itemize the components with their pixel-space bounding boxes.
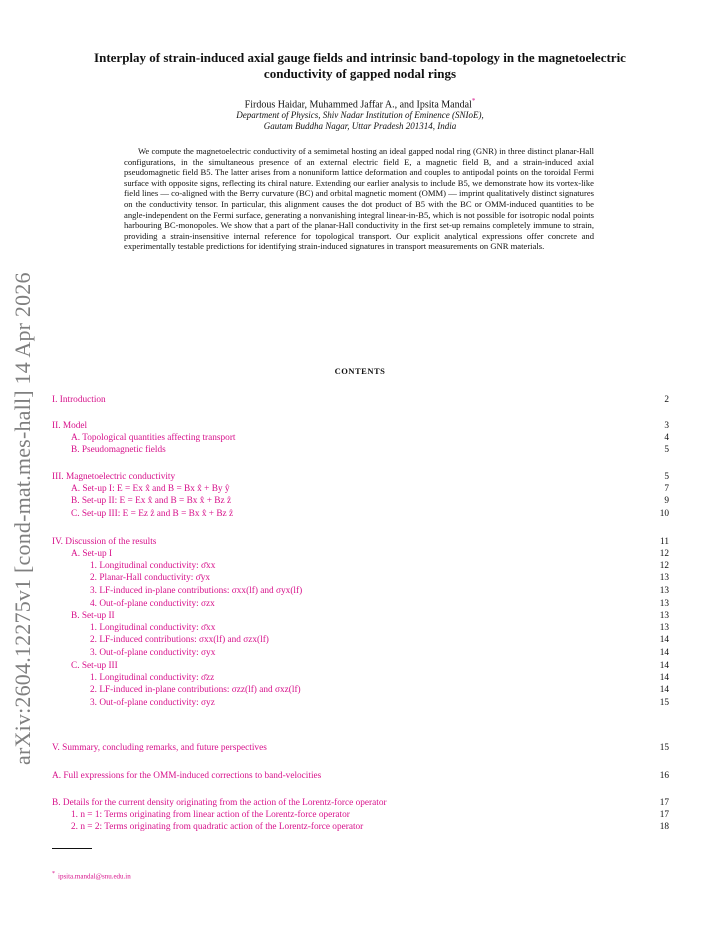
toc-entry[interactable]: [52, 472, 669, 484]
toc-entry-title[interactable]: Topological quantities affecting transport: [82, 433, 236, 443]
affiliation-line-2: Gautam Buddha Nagar, Uttar Pradesh 201314, India: [263, 121, 457, 131]
toc-entry[interactable]: [52, 798, 669, 810]
footnote-rule: [52, 848, 92, 849]
author-footnote-marker[interactable]: *: [471, 97, 476, 105]
toc-entry-page: 12: [659, 561, 669, 571]
toc-entry-number[interactable]: 1.: [90, 623, 97, 633]
toc-entry-number[interactable]: 1.: [71, 810, 78, 820]
toc-entry-page: 13: [659, 623, 669, 633]
toc-entry-page: 13: [659, 599, 669, 609]
toc-entry[interactable]: [52, 648, 669, 660]
toc-entry[interactable]: [52, 698, 669, 710]
toc-entry-title[interactable]: Full expressions for the OMM-induced corrections to band-velocities: [63, 771, 322, 781]
toc-entry-number[interactable]: C.: [71, 509, 80, 519]
footnote-email-link[interactable]: ipsita.mandal@snu.edu.in: [58, 872, 131, 881]
toc-entry-number[interactable]: A.: [71, 433, 81, 443]
toc-entry-page: 17: [659, 810, 669, 820]
toc-entry-title[interactable]: Discussion of the results: [65, 537, 157, 547]
toc-entry-number[interactable]: 3.: [90, 648, 97, 658]
toc-entry-label[interactable]: [90, 698, 215, 708]
toc-entry-number[interactable]: 2.: [90, 635, 97, 645]
toc-entry[interactable]: [52, 537, 669, 549]
toc-entry-number[interactable]: 1.: [90, 673, 97, 683]
toc-entry-number[interactable]: A.: [52, 771, 62, 781]
toc-entry-page: 5: [664, 445, 669, 455]
toc-entry-page: 16: [659, 771, 669, 781]
toc-entry[interactable]: [52, 484, 669, 496]
toc-entry-title[interactable]: Set-up I: [82, 549, 113, 559]
toc-entry[interactable]: [52, 611, 669, 623]
toc-entry-number[interactable]: C.: [71, 661, 80, 671]
toc-entry-label[interactable]: [90, 586, 302, 596]
toc-entry-number[interactable]: V.: [52, 743, 60, 753]
toc-entry[interactable]: [52, 573, 669, 585]
toc-entry-number[interactable]: 3.: [90, 586, 97, 596]
toc-entry-label[interactable]: [90, 685, 301, 695]
contents-heading: CONTENTS: [334, 366, 386, 376]
toc-entry-page: 7: [664, 484, 669, 494]
toc-entry[interactable]: [52, 395, 669, 407]
toc-entry[interactable]: [52, 810, 669, 822]
toc-entry-label[interactable]: [52, 537, 156, 547]
toc-entry-title[interactable]: Details for the current density originating from the action of the Lorentz-force operator: [62, 798, 387, 808]
toc-entry[interactable]: [52, 822, 669, 834]
toc-entry-title[interactable]: Magnetoelectric conductivity: [65, 472, 176, 482]
toc-entry-label[interactable]: [71, 810, 350, 820]
toc-entry[interactable]: [52, 509, 669, 521]
arxiv-stamp: [10, 272, 35, 766]
toc-entry-label[interactable]: [71, 445, 166, 455]
abstract: [124, 146, 594, 252]
toc-entry[interactable]: [52, 743, 669, 755]
toc-entry-number[interactable]: B.: [71, 445, 80, 455]
toc-entry-label[interactable]: [90, 573, 210, 583]
toc-entry[interactable]: [52, 599, 669, 611]
toc-entry-label[interactable]: [52, 771, 321, 781]
toc-entry[interactable]: [52, 421, 669, 433]
toc-entry-title[interactable]: Set-up III: [81, 661, 118, 671]
toc-entry-label[interactable]: [52, 743, 267, 753]
toc-entry-label[interactable]: [71, 549, 112, 559]
toc-entry-page: 4: [664, 433, 669, 443]
toc-entry-page: 11: [660, 537, 669, 547]
toc-entry-title[interactable]: Out-of-plane conductivity: σyx: [99, 648, 216, 658]
toc-entry-page: 14: [659, 635, 669, 645]
toc-entry-number[interactable]: 3.: [90, 698, 97, 708]
toc-entry[interactable]: [52, 661, 669, 673]
toc-entry[interactable]: [52, 445, 669, 457]
footnote: [52, 871, 131, 880]
toc-entry-label[interactable]: [90, 635, 269, 645]
toc-entry-page: 15: [659, 698, 669, 708]
toc-entry-title[interactable]: Planar-Hall conductivity: σ̄yx: [99, 573, 210, 583]
paper-title: Interplay of strain-induced axial gauge fields and intrinsic band-topology in the magnetoelectric conductivity of gapped nodal rings: [94, 50, 626, 81]
toc-entry-number[interactable]: III.: [52, 472, 64, 482]
toc-entry[interactable]: [52, 673, 669, 685]
toc-entry-title[interactable]: LF-induced in-plane contributions: σxx(lf) and σyx(lf): [99, 586, 303, 596]
toc-entry[interactable]: [52, 586, 669, 598]
toc-entry-page: 2: [664, 395, 669, 405]
toc-entry-number[interactable]: B.: [71, 611, 80, 621]
toc-entry-label[interactable]: [52, 421, 87, 431]
toc-entry-page: 12: [659, 549, 669, 559]
toc-entry-title[interactable]: LF-induced in-plane contributions: σzz(lf) and σxz(lf): [99, 685, 301, 695]
toc-entry-page: 9: [664, 496, 669, 506]
abstract-text: We compute the magnetoelectric conductivity of a semimetal hosting an ideal gapped nodal ring (GNR) in three distinct planar-Hall configurations, in the simultaneous presence of an external electric field E, a magnetic field B, and a strain-induced axial pseudomagnetic field B5. The latter arises from a nonuniform lattice deformation and couples to antipodal points on the toroidal Fermi surface with opposite signs, reflecting its chiral nature. Extending our earlier analysis to include B5, we demonstrate how its vortex-like field lines — co-aligned with the Berry curvature (BC) and orbital magnetic moment (OMM) — imprint qualitatively distinct signatures on the conductivity tensor. In particular, this alignment causes the dot product of B5 with the BC or OMM-induced quantities to be angle-independent on the Fermi surface, generating a nonvanishing integral linear-in-B5, which is not possible for isotropic nodal points harbouring BC-monopoles. We show that a part of the planar-Hall conductivity in the first set-up remains completely immune to strain, providing a strain-insensitive internal reference for topological transport. Our explicit analytical expressions offer concrete and experimentally testable predictions for identifying strain-induced signatures in transport measurements on GNR materials.: [124, 146, 594, 252]
toc-entry-label[interactable]: [71, 661, 118, 671]
toc-entry-label[interactable]: [90, 599, 215, 609]
toc-entry-number[interactable]: 2.: [71, 822, 78, 832]
toc-entry-number[interactable]: 1.: [90, 561, 97, 571]
toc-entry-number[interactable]: A.: [71, 484, 81, 494]
toc-entry-label[interactable]: [52, 395, 106, 405]
toc-entry-label[interactable]: [52, 472, 175, 482]
toc-entry-title[interactable]: LF-induced contributions: σxx(lf) and σzx(lf): [99, 635, 269, 645]
toc-entry-title[interactable]: Set-up III: E = Ez ẑ and B = Bx x̂ + Bz ẑ: [81, 509, 234, 519]
toc-entry-title[interactable]: n = 2: Terms originating from quadratic action of the Lorentz-force operator: [80, 822, 364, 832]
toc-entry-title[interactable]: Model: [62, 421, 88, 431]
toc-entry-number[interactable]: B.: [52, 798, 61, 808]
toc-entry-page: 13: [659, 586, 669, 596]
toc-entry-page: 3: [664, 421, 669, 431]
toc-entry-page: 14: [659, 685, 669, 695]
toc-entry-title[interactable]: n = 1: Terms originating from linear action of the Lorentz-force operator: [80, 810, 350, 820]
toc-entry-label[interactable]: [71, 484, 230, 494]
toc-entry-label[interactable]: [71, 822, 363, 832]
toc-entry[interactable]: [52, 685, 669, 697]
toc-entry-page: 18: [659, 822, 669, 832]
toc-entry-title[interactable]: Pseudomagnetic fields: [81, 445, 166, 455]
toc-entry-number[interactable]: II.: [52, 421, 61, 431]
toc-entry-label[interactable]: [71, 509, 233, 519]
toc-entry-label[interactable]: [71, 611, 115, 621]
toc-entry-page: 14: [659, 673, 669, 683]
toc-entry-title[interactable]: Out-of-plane conductivity: σyz: [99, 698, 215, 708]
affiliation-line-1: Department of Physics, Shiv Nadar Institution of Eminence (SNIoE),: [236, 110, 484, 120]
toc-entry-number[interactable]: B.: [71, 496, 80, 506]
author-names: Firdous Haidar, Muhammed Jaffar A., and Ipsita Mandal: [244, 99, 472, 111]
toc-entry-page: 13: [659, 611, 669, 621]
toc-entry-label[interactable]: [90, 561, 215, 571]
toc-entry-label[interactable]: [90, 673, 214, 683]
toc-entry-number[interactable]: IV.: [52, 537, 63, 547]
toc-entry-page: 17: [659, 798, 669, 808]
toc-entry-page: 5: [664, 472, 669, 482]
toc-entry-title[interactable]: Set-up I: E = Ex x̂ and B = Bx x̂ + By ŷ: [82, 484, 230, 494]
toc-entry-label[interactable]: [71, 496, 231, 506]
toc-entry-number[interactable]: 4.: [90, 599, 97, 609]
toc-entry-title[interactable]: Set-up II: [81, 611, 115, 621]
toc-entry-title[interactable]: Introduction: [59, 395, 106, 405]
affiliation: [0, 110, 720, 132]
toc-entry-title[interactable]: Longitudinal conductivity: σ̄xx: [99, 623, 216, 633]
toc-entry[interactable]: [52, 549, 669, 561]
toc-entry-page: 10: [659, 509, 669, 519]
toc-entry-label[interactable]: [90, 623, 215, 633]
toc-entry-title[interactable]: Out-of-plane conductivity: σzx: [99, 599, 215, 609]
toc-entry-label[interactable]: [71, 433, 236, 443]
toc-entry-number[interactable]: A.: [71, 549, 81, 559]
toc-entry-title[interactable]: Longitudinal conductivity: σ̄zz: [99, 673, 215, 683]
arxiv-stamp-text: arXiv:2604.12275v1 [cond-mat.mes-hall] 14 Apr 2026: [10, 272, 35, 765]
toc-entry-page: 15: [659, 743, 669, 753]
toc-entry-page: 14: [659, 648, 669, 658]
toc-entry[interactable]: [52, 496, 669, 508]
toc-entry[interactable]: [52, 771, 669, 783]
toc-entry-number[interactable]: 2.: [90, 685, 97, 695]
toc-entry-title[interactable]: Longitudinal conductivity: σ̄xx: [99, 561, 216, 571]
toc-entry[interactable]: [52, 635, 669, 647]
toc-entry-title[interactable]: Summary, concluding remarks, and future perspectives: [62, 743, 267, 753]
toc-entry-title[interactable]: Set-up II: E = Ex x̂ and B = Bx x̂ + Bz ẑ: [81, 496, 232, 506]
toc-entry-number[interactable]: I.: [52, 395, 58, 405]
toc-entry-label[interactable]: [90, 648, 215, 658]
toc-entry-page: 13: [659, 573, 669, 583]
footnote-marker: *: [52, 871, 55, 877]
toc-entry[interactable]: [52, 623, 669, 635]
toc-entry-label[interactable]: [52, 798, 387, 808]
toc-entry[interactable]: [52, 561, 669, 573]
author-list: [0, 97, 720, 110]
toc-entry-number[interactable]: 2.: [90, 573, 97, 583]
toc-entry[interactable]: [52, 433, 669, 445]
toc-entry-page: 14: [659, 661, 669, 671]
